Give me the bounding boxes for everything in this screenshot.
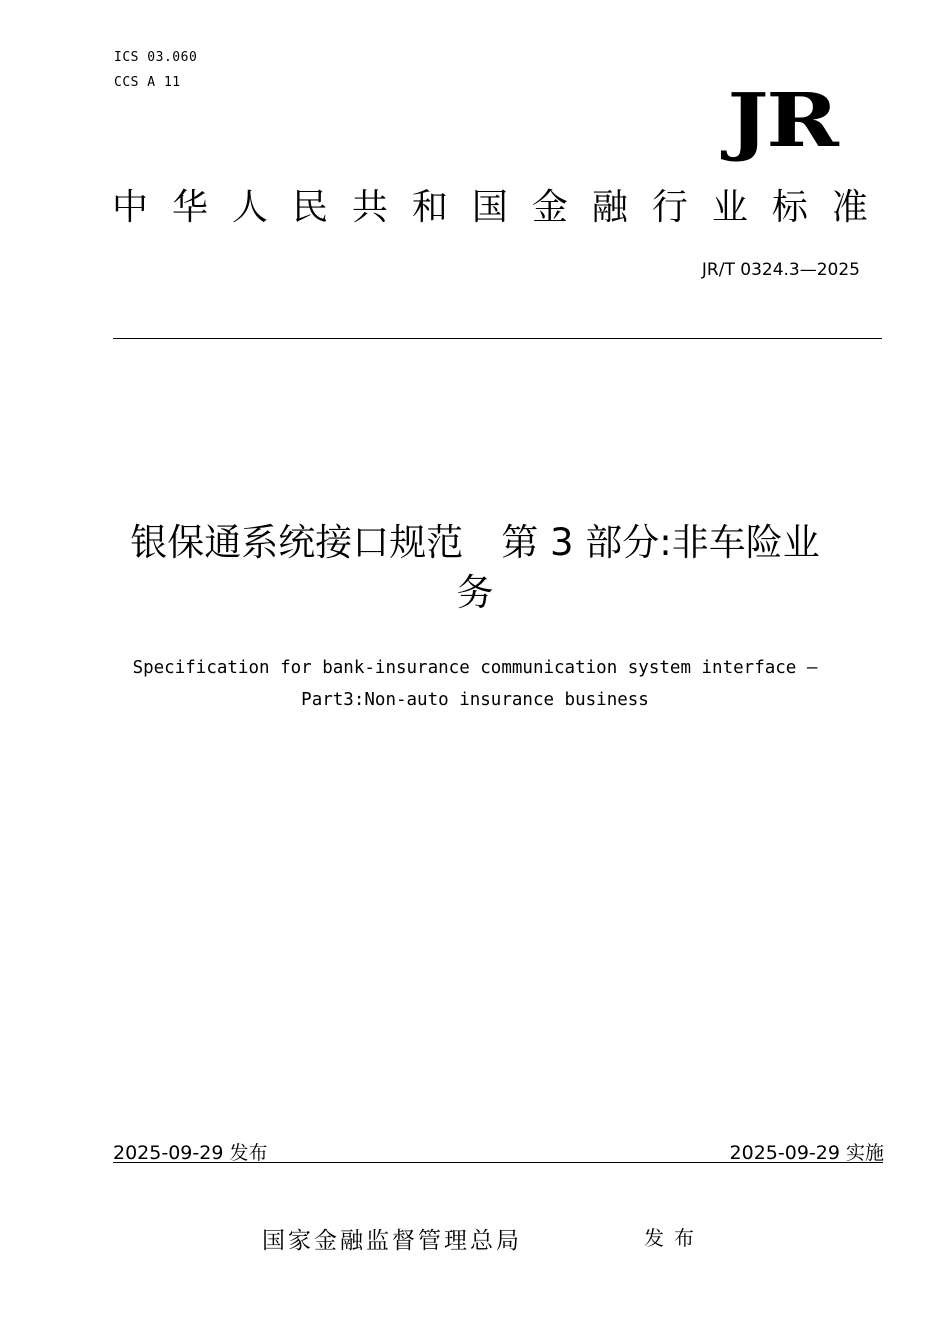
title-char: 行 (651, 187, 688, 228)
title-char: 准 (831, 187, 868, 228)
standard-category-title (112, 186, 868, 230)
title-char: 和 (411, 187, 448, 228)
header-divider (113, 338, 882, 339)
title-char: 金 (531, 187, 568, 228)
title-char: 融 (591, 187, 628, 228)
chinese-title-part: 第 3 部分:非车险业 (501, 521, 820, 564)
title-char: 标 (771, 187, 808, 228)
english-title-line1: Specification for bank-insurance communication system interface — (132, 658, 818, 678)
title-char: 人 (231, 187, 268, 228)
standard-number: JR/T 0324.3—2025 (701, 260, 860, 280)
title-char: 华 (171, 187, 208, 228)
title-char: 民 (291, 187, 328, 228)
footer-divider (113, 1162, 883, 1163)
chinese-title-line1 (60, 518, 890, 568)
jr-logo: JR (727, 78, 837, 164)
ics-code: ICS 03.060 (114, 50, 198, 65)
chinese-title-line2: 务 (456, 571, 494, 614)
title-char: 业 (711, 187, 748, 228)
title-char: 国 (471, 187, 508, 228)
issuing-authority: 国家金融监督管理总局 (262, 1228, 522, 1254)
chinese-title (60, 518, 890, 618)
issue-date: 2025-09-29 发布 (113, 1142, 268, 1164)
ccs-code: CCS A 11 (114, 75, 181, 90)
implementation-date: 2025-09-29 实施 (729, 1142, 884, 1164)
issued-label: 发布 (644, 1226, 704, 1250)
english-title-line2: Part3:Non-auto insurance business (301, 690, 649, 710)
english-title (50, 652, 900, 716)
chinese-title-main: 银保通系统接口规范 (130, 521, 464, 564)
title-char: 中 (112, 187, 149, 228)
title-char: 共 (351, 187, 388, 228)
